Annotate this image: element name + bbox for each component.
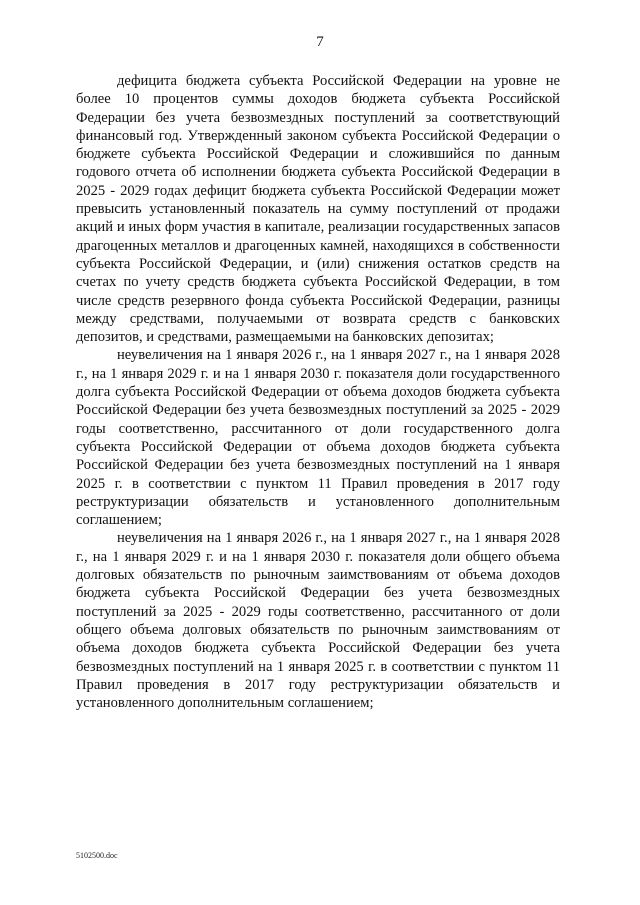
paragraph-state-debt: неувеличения на 1 января 2026 г., на 1 января 2027 г., на 1 января 2028 г., на 1 января 2029 г. и на 1 января 2030 г. показателя доли государственного долга субъекта Российской Федерации от объема доходов бюджета субъекта Российской Федерации без учета безвозмездных поступлений за 2025 - 2029 годы соответственно, рассчитанного от доли государственного долга субъекта Российской Федерации от объема доходов бюджета субъекта Российской Федерации без учета безвозмездных поступлений на 1 января 2025 г. в соответствии с пунктом 11 Правил проведения в 2017 году реструктуризации обязательств и установленного дополнительным соглашением;: [76, 347, 560, 529]
paragraph-deficit: дефицита бюджета субъекта Российской Федерации на уровне не более 10 процентов суммы доходов бюджета субъекта Российской Федерации без учета безвозмездных поступлений за соответствующий финансовый год. Утвержденный законом субъекта Российской Федерации о бюджете субъекта Российской Федерации и сложившийся по данным годового отчета об исполнении бюджета субъекта Российской Федерации в 2025 - 2029 годах дефицит бюджета субъекта Российской Федерации может превысить установленный показатель на сумму поступлений от продажи акций и иных форм участия в капитале, реализации государственных запасов драгоценных металлов и драгоценных камней, находящихся в собственности субъекта Российской Федерации, и (или) снижения остатков средств на счетах по учету средств бюджета субъекта Российской Федерации, в том числе средств резервного фонда субъекта Российской Федерации, разницы между средствами, получаемыми от возврата средств с банковских депозитов, и средствами, размещаемыми на банковских депозитах;: [76, 73, 560, 346]
footer-document-id: 5102500.doc: [76, 851, 118, 860]
paragraph-market-borrowing: неувеличения на 1 января 2026 г., на 1 января 2027 г., на 1 января 2028 г., на 1 января 2029 г. и на 1 января 2030 г. показателя доли общего объема долговых обязательств по рыночным заимствованиям от объема доходов бюджета субъекта Российской Федерации без учета безвозмездных поступлений за 2025 - 2029 годы соответственно, рассчитанного от доли общего объема долговых обязательств по рыночным заимствованиям от объема доходов бюджета субъекта Российской Федерации без учета безвозмездных поступлений на 1 января 2025 г. в соответствии с пунктом 11 Правил проведения в 2017 году реструктуризации обязательств и установленного дополнительным соглашением;: [76, 530, 560, 712]
page-number: 7: [316, 34, 324, 50]
document-body: [76, 72, 560, 712]
